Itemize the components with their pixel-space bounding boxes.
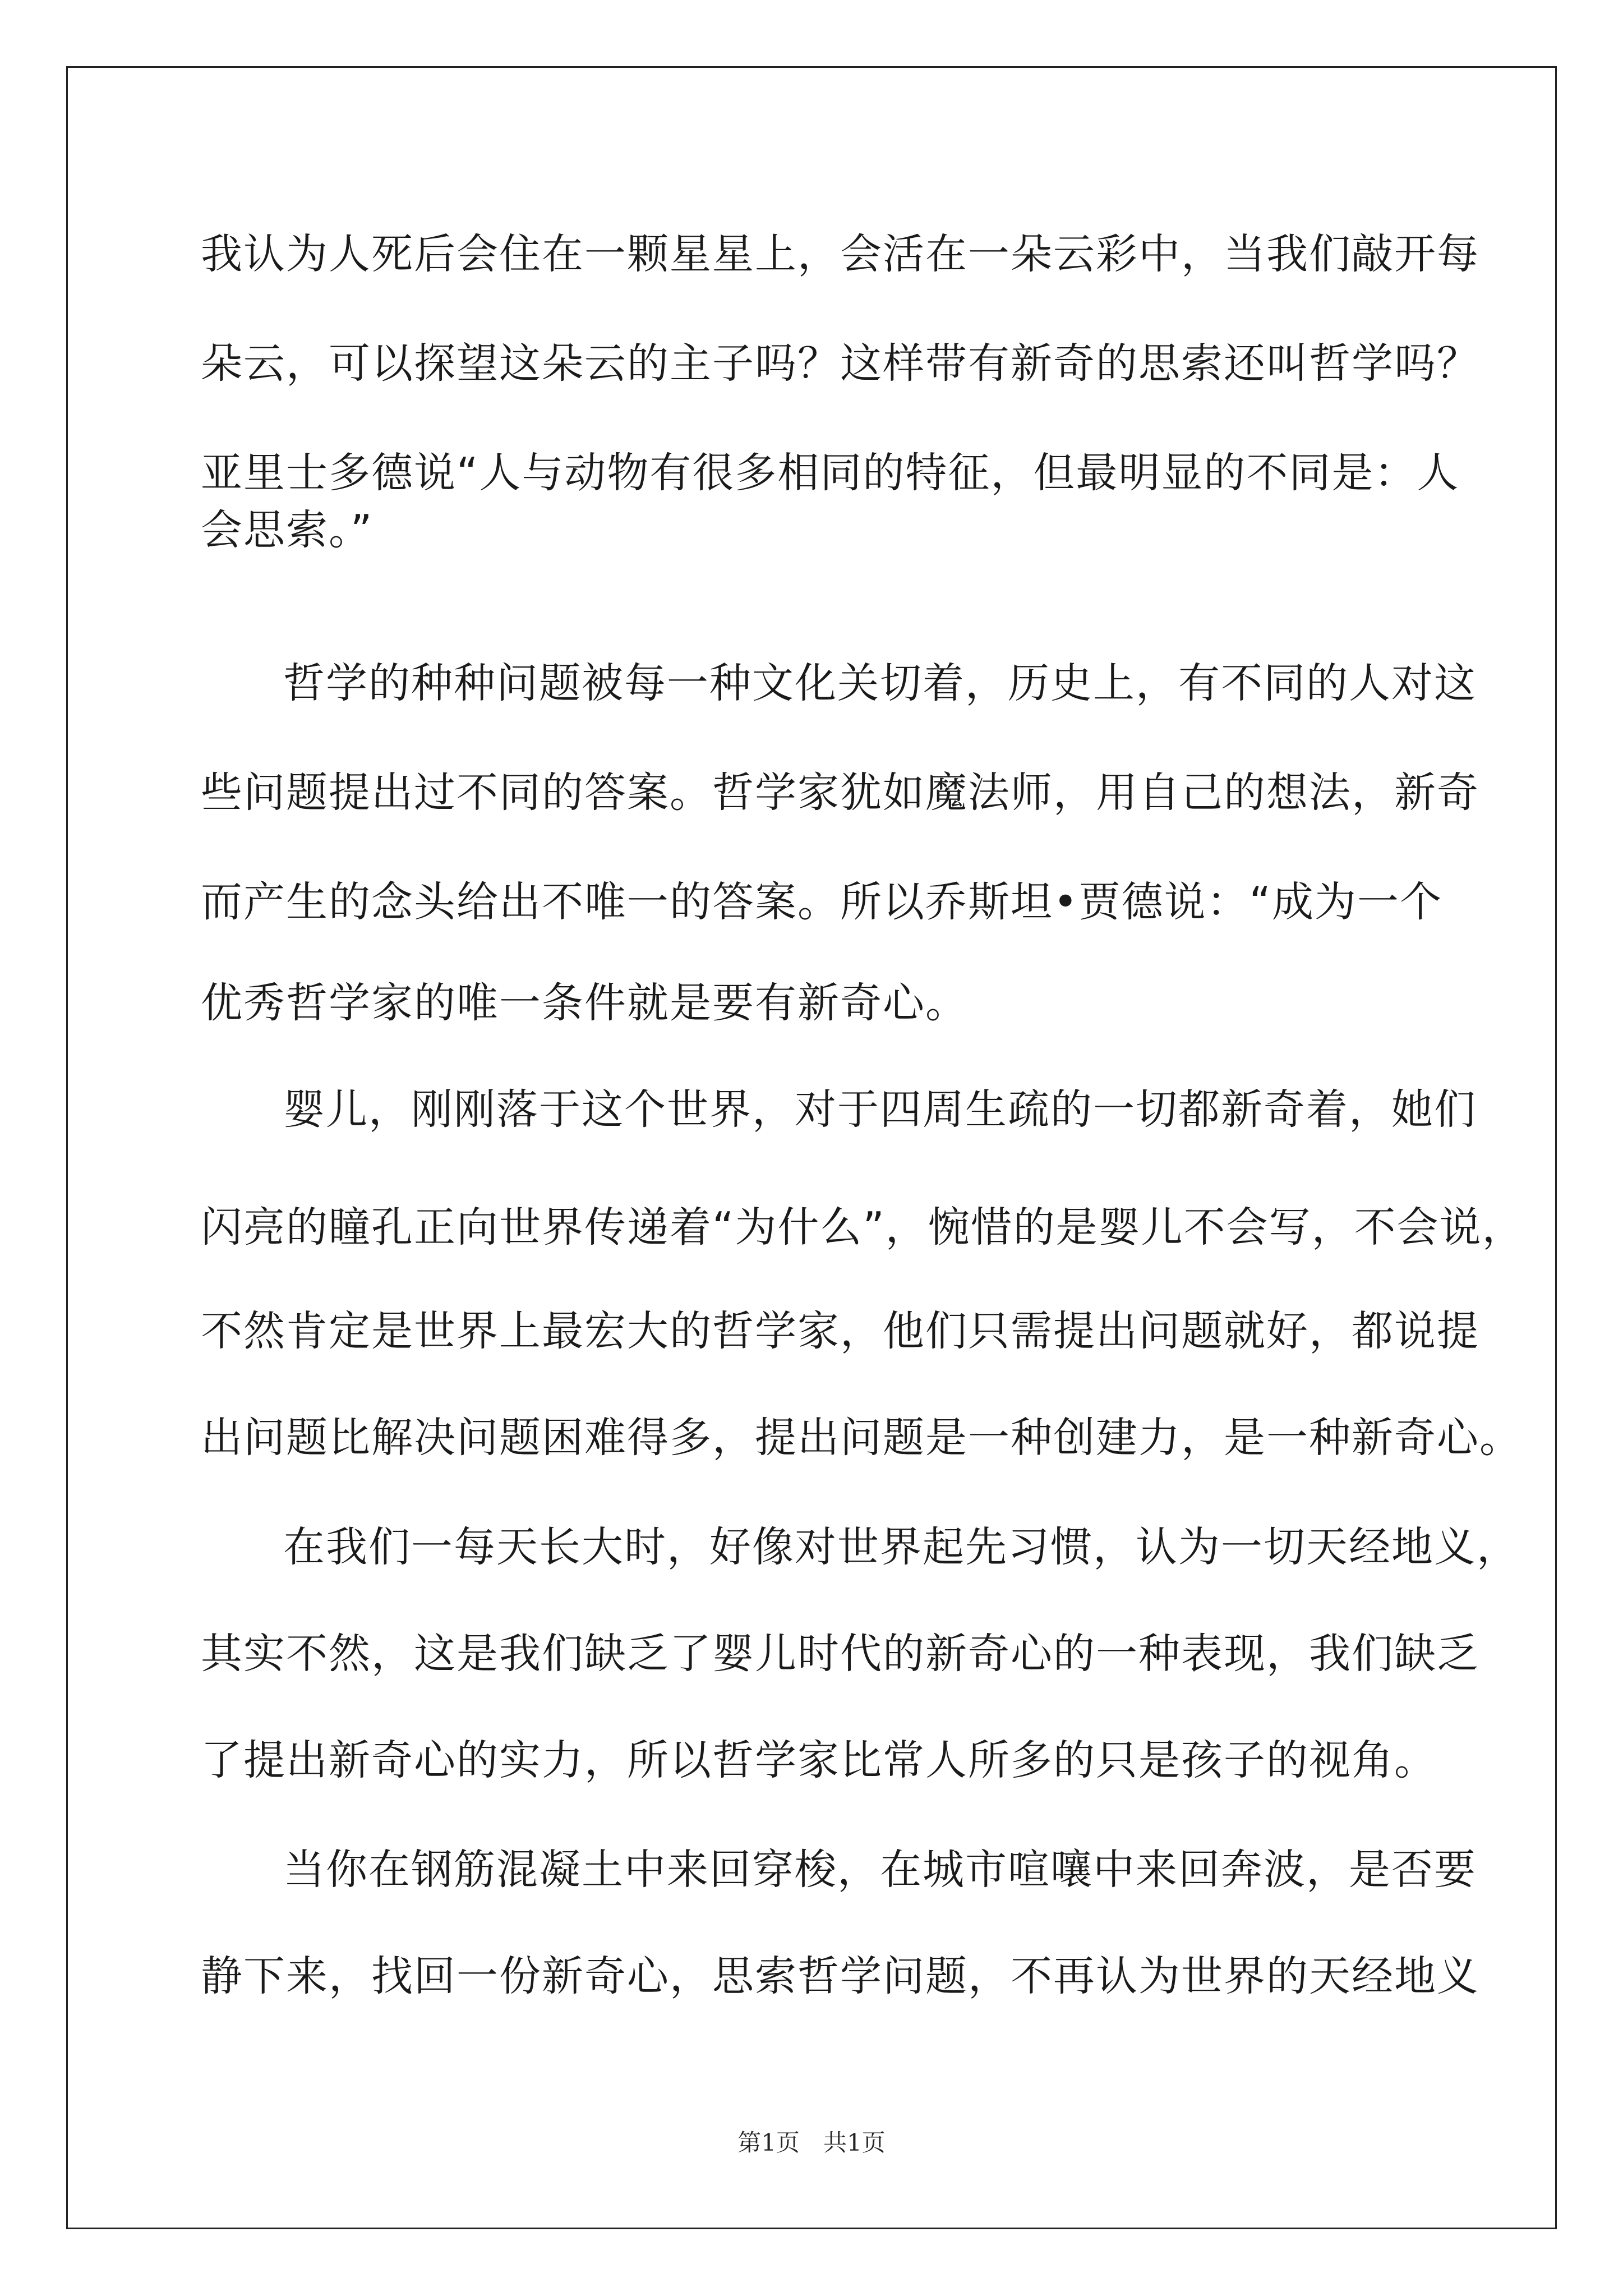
text-line: 会思索。” bbox=[201, 506, 374, 554]
text-line: 而产生的念头给出不唯一的答案。所以乔斯坦•贾德说：“成为一个 bbox=[201, 878, 1442, 926]
text-line: 其实不然，这是我们缺乏了婴儿时代的新奇心的一种表现，我们缺乏 bbox=[201, 1630, 1479, 1678]
text-line: 不然肯定是世界上最宏大的哲学家，他们只需提出问题就好，都说提 bbox=[201, 1307, 1479, 1355]
text-line: 了提出新奇心的实力，所以哲学家比常人所多的只是孩子的视角。 bbox=[201, 1736, 1437, 1784]
text-line: 当你在钢筋混凝土中来回穿梭，在城市喧嚷中来回奔波，是否要 bbox=[283, 1846, 1477, 1894]
page-number-footer: 第1页 共1页 bbox=[737, 2129, 886, 2156]
text-line: 我认为人死后会住在一颗星星上，会活在一朵云彩中，当我们敲开每 bbox=[201, 230, 1479, 278]
text-line: 朵云，可以探望这朵云的主子吗？这样带有新奇的思索还叫哲学吗？ bbox=[201, 339, 1479, 388]
text-line: 静下来，找回一份新奇心，思索哲学问题，不再认为世界的天经地义 bbox=[201, 1952, 1479, 2000]
text-line: 哲学的种种问题被每一种文化关切着，历史上，有不同的人对这 bbox=[283, 659, 1477, 707]
text-line: 在我们一每天长大时，好像对世界起先习惯，认为一切天经地义， bbox=[283, 1523, 1519, 1571]
text-line: 优秀哲学家的唯一条件就是要有新奇心。 bbox=[201, 979, 968, 1027]
text-line: 出问题比解决问题困难得多，提出问题是一种创建力，是一种新奇心。 bbox=[201, 1414, 1522, 1462]
text-line: 婴儿，刚刚落于这个世界，对于四周生疏的一切都新奇着，她们 bbox=[283, 1085, 1477, 1134]
text-line: 亚里士多德说“人与动物有很多相同的特征，但最明显的不同是：人 bbox=[201, 449, 1460, 497]
text-line: 闪亮的瞳孔正向世界传递着“为什么”，惋惜的是婴儿不会写，不会说， bbox=[201, 1203, 1525, 1251]
text-line: 些问题提出过不同的答案。哲学家犹如魔法师，用自己的想法，新奇 bbox=[201, 769, 1479, 817]
